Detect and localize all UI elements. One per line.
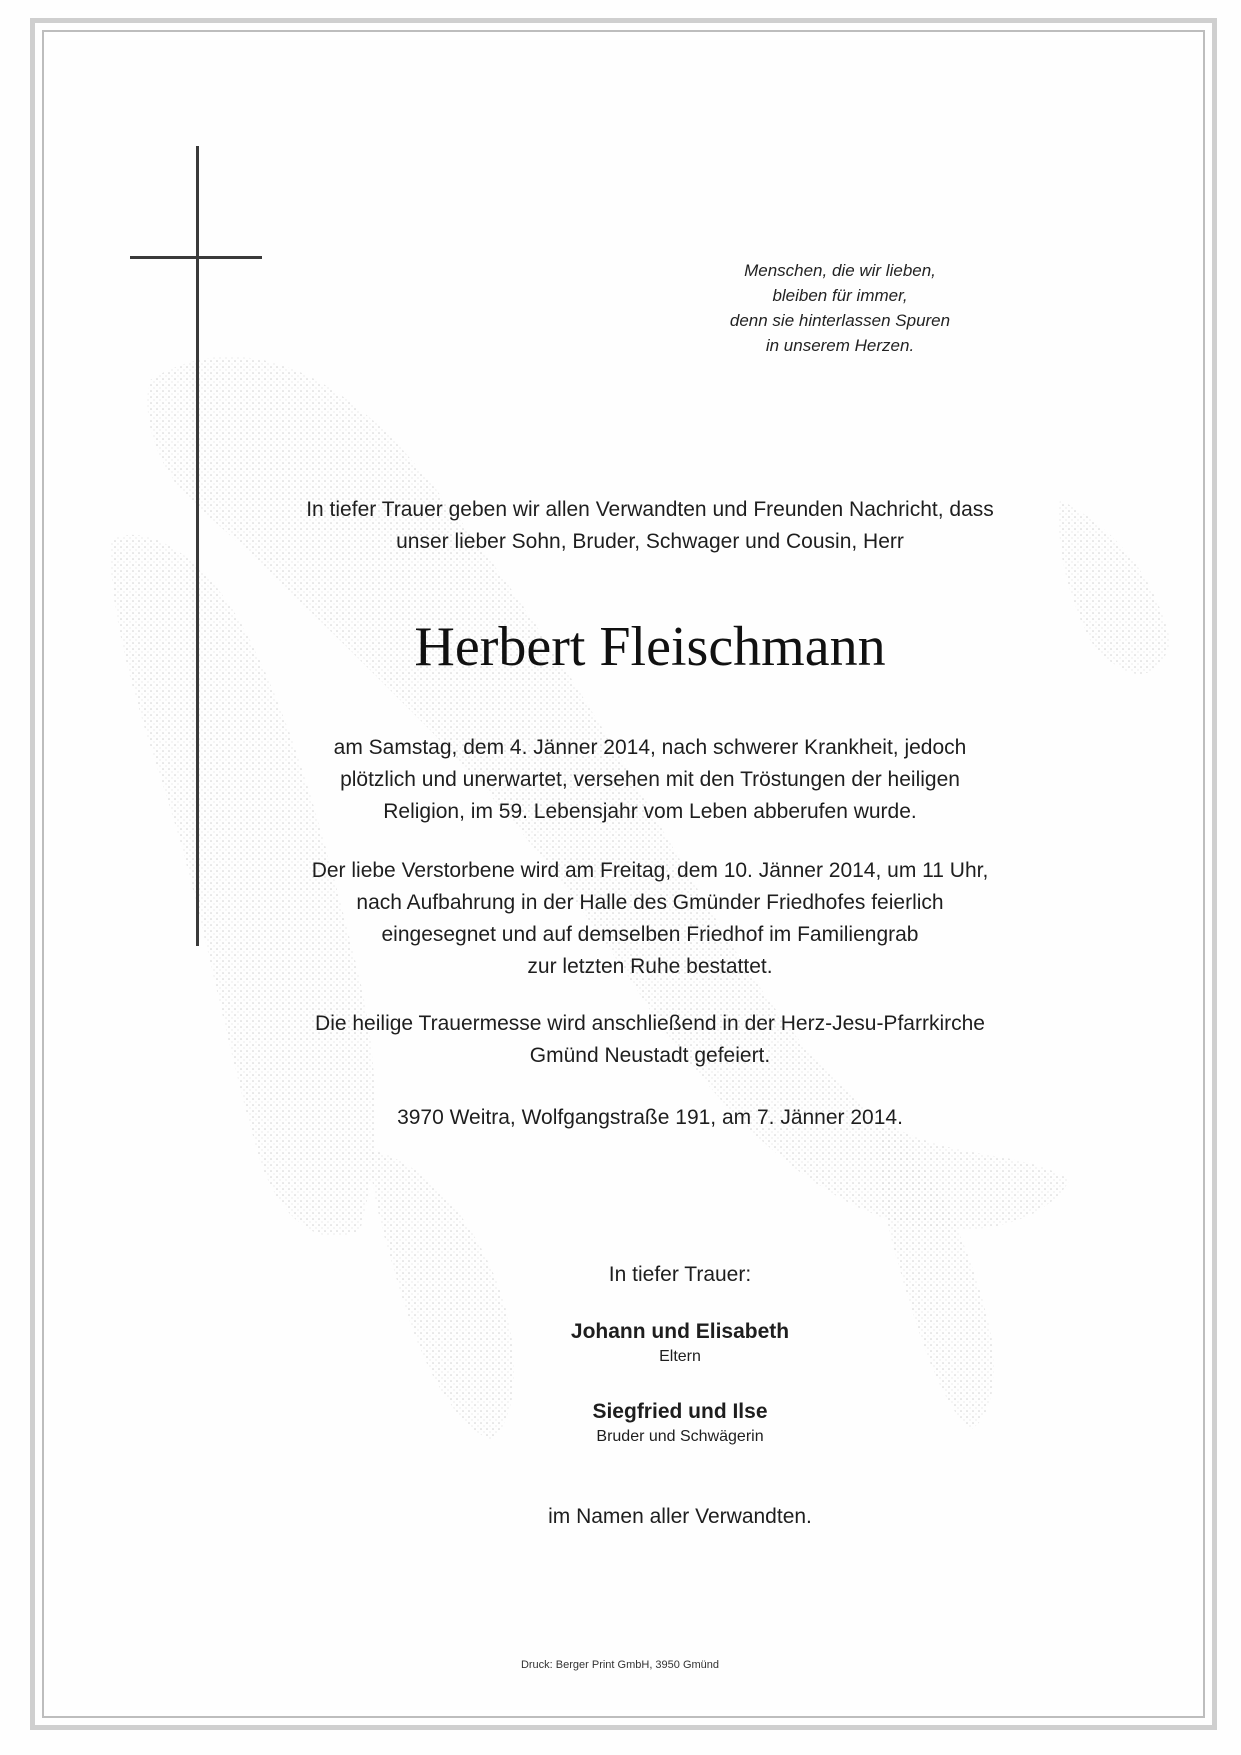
closing-line: im Namen aller Verwandten.	[548, 1505, 812, 1528]
mourner-entry	[460, 1318, 900, 1368]
death-notice-line: Religion, im 59. Lebensjahr vom Leben abberufen wurde.	[383, 800, 917, 823]
mass-notice-line: Die heilige Trauermesse wird anschließend in der Herz-Jesu-Pfarrkirche	[315, 1012, 985, 1035]
funeral-notice-line: nach Aufbahrung in der Halle des Gmünder Friedhofes feierlich	[356, 891, 944, 914]
death-notice-line: am Samstag, dem 4. Jänner 2014, nach schwerer Krankheit, jedoch	[333, 736, 967, 759]
motto-line: bleiben für immer,	[772, 286, 908, 305]
motto-quote	[700, 258, 980, 358]
mourner-relation: Bruder und Schwägerin	[596, 1428, 764, 1445]
place-date-line: 3970 Weitra, Wolfgangstraße 191, am 7. Jänner 2014.	[397, 1106, 903, 1129]
motto-line: denn sie hinterlassen Spuren	[729, 311, 951, 330]
printer-credit: Druck: Berger Print GmbH, 3950 Gmünd	[520, 1659, 720, 1671]
funeral-notice-line: zur letzten Ruhe bestattet.	[527, 955, 773, 978]
mass-notice-line: Gmünd Neustadt gefeiert.	[529, 1044, 771, 1067]
motto-line: Menschen, die wir lieben,	[744, 261, 936, 280]
intro-line: unser lieber Sohn, Bruder, Schwager und Cousin, Herr	[396, 530, 904, 553]
funeral-notice-line: eingesegnet und auf demselben Friedhof im Familiengrab	[381, 923, 919, 946]
mass-notice-paragraph	[240, 1008, 1060, 1072]
funeral-notice-paragraph	[240, 855, 1060, 983]
cross-vertical-bar	[196, 146, 199, 946]
funeral-notice-line: Der liebe Verstorbene wird am Freitag, dem 10. Jänner 2014, um 11 Uhr,	[311, 859, 989, 882]
mourner-relation: Eltern	[659, 1348, 701, 1365]
intro-paragraph	[240, 494, 1060, 558]
deceased-name: Herbert Fleischmann	[414, 616, 886, 678]
death-notice-paragraph	[240, 732, 1060, 828]
intro-line: In tiefer Trauer geben wir allen Verwandten und Freunden Nachricht, dass	[306, 498, 994, 521]
death-notice-line: plötzlich und unerwartet, versehen mit den Tröstungen der heiligen	[340, 768, 960, 791]
mourner-name: Johann und Elisabeth	[570, 1320, 790, 1343]
mourning-label: In tiefer Trauer:	[608, 1263, 752, 1286]
motto-line: in unserem Herzen.	[765, 336, 915, 355]
mourner-entry	[460, 1398, 900, 1448]
mourner-name: Siegfried und Ilse	[592, 1400, 768, 1423]
cross-horizontal-bar	[130, 256, 262, 259]
